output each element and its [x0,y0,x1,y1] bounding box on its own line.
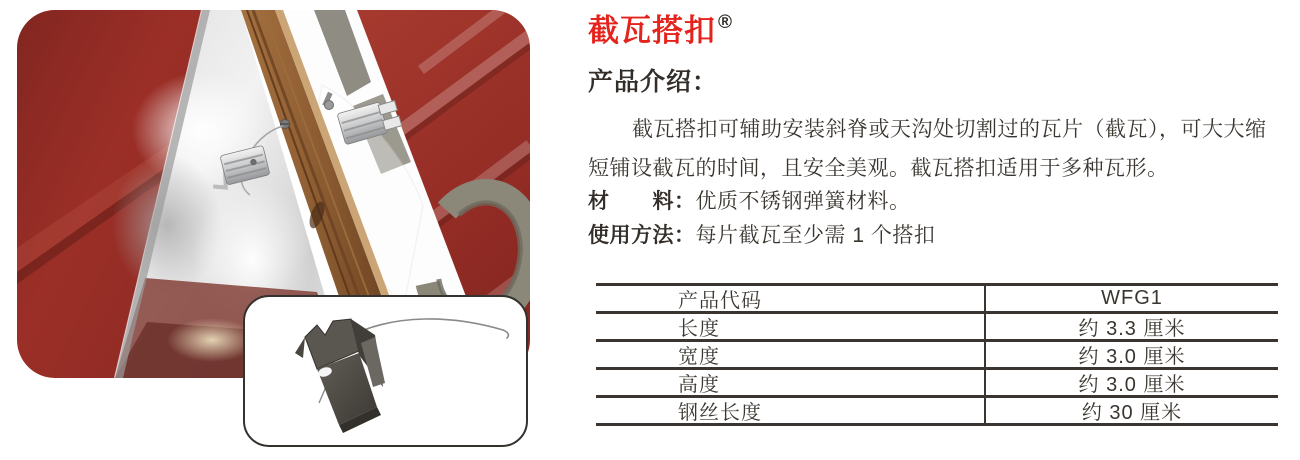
product-closeup-inset [243,295,528,447]
table-row [596,370,1278,398]
registered-trademark-symbol: ® [718,12,732,33]
material-line [588,185,911,215]
spec-value-cell: 约 3.0 厘米 [1078,346,1186,368]
spec-name-cell: 高度 [596,370,986,395]
table-row [596,342,1278,370]
spec-name-cell: 长度 [596,314,986,339]
intro-paragraph-line: 短铺设截瓦的时间，且安全美观。截瓦搭扣适用于多种瓦形。 [588,157,1169,180]
intro-heading: 产品介绍： [588,68,719,96]
material-value: 优质不锈钢弹簧材料。 [695,190,911,213]
product-info-panel [588,0,1294,460]
spec-name-cell: 宽度 [596,342,986,367]
spec-name-cell: 钢丝长度 [596,398,986,423]
spec-value-cell: 约 3.3 厘米 [1078,318,1186,340]
usage-line [588,219,935,249]
spec-value-cell: 约 3.0 厘米 [1078,374,1186,396]
material-label: 材 料： [588,190,696,213]
spec-value-cell: 约 30 厘米 [1081,402,1183,424]
page-title [588,14,730,53]
usage-value: 每片截瓦至少需 1 个搭扣 [695,224,936,247]
table-row [596,314,1278,342]
clip-product-drawing [245,297,526,445]
usage-label: 使用方法： [588,224,696,247]
table-row [596,398,1278,426]
spec-name-cell: 产品代码 [596,286,986,311]
spec-value-cell: WFG1 [1101,287,1163,309]
clip-body [295,319,385,433]
product-name-text: 截瓦搭扣 [588,13,716,48]
spec-table [596,283,1278,426]
intro-paragraph-line: 截瓦搭扣可辅助安装斜脊或天沟处切割过的瓦片（截瓦），可大大缩 [632,118,1267,141]
table-row [596,286,1278,314]
